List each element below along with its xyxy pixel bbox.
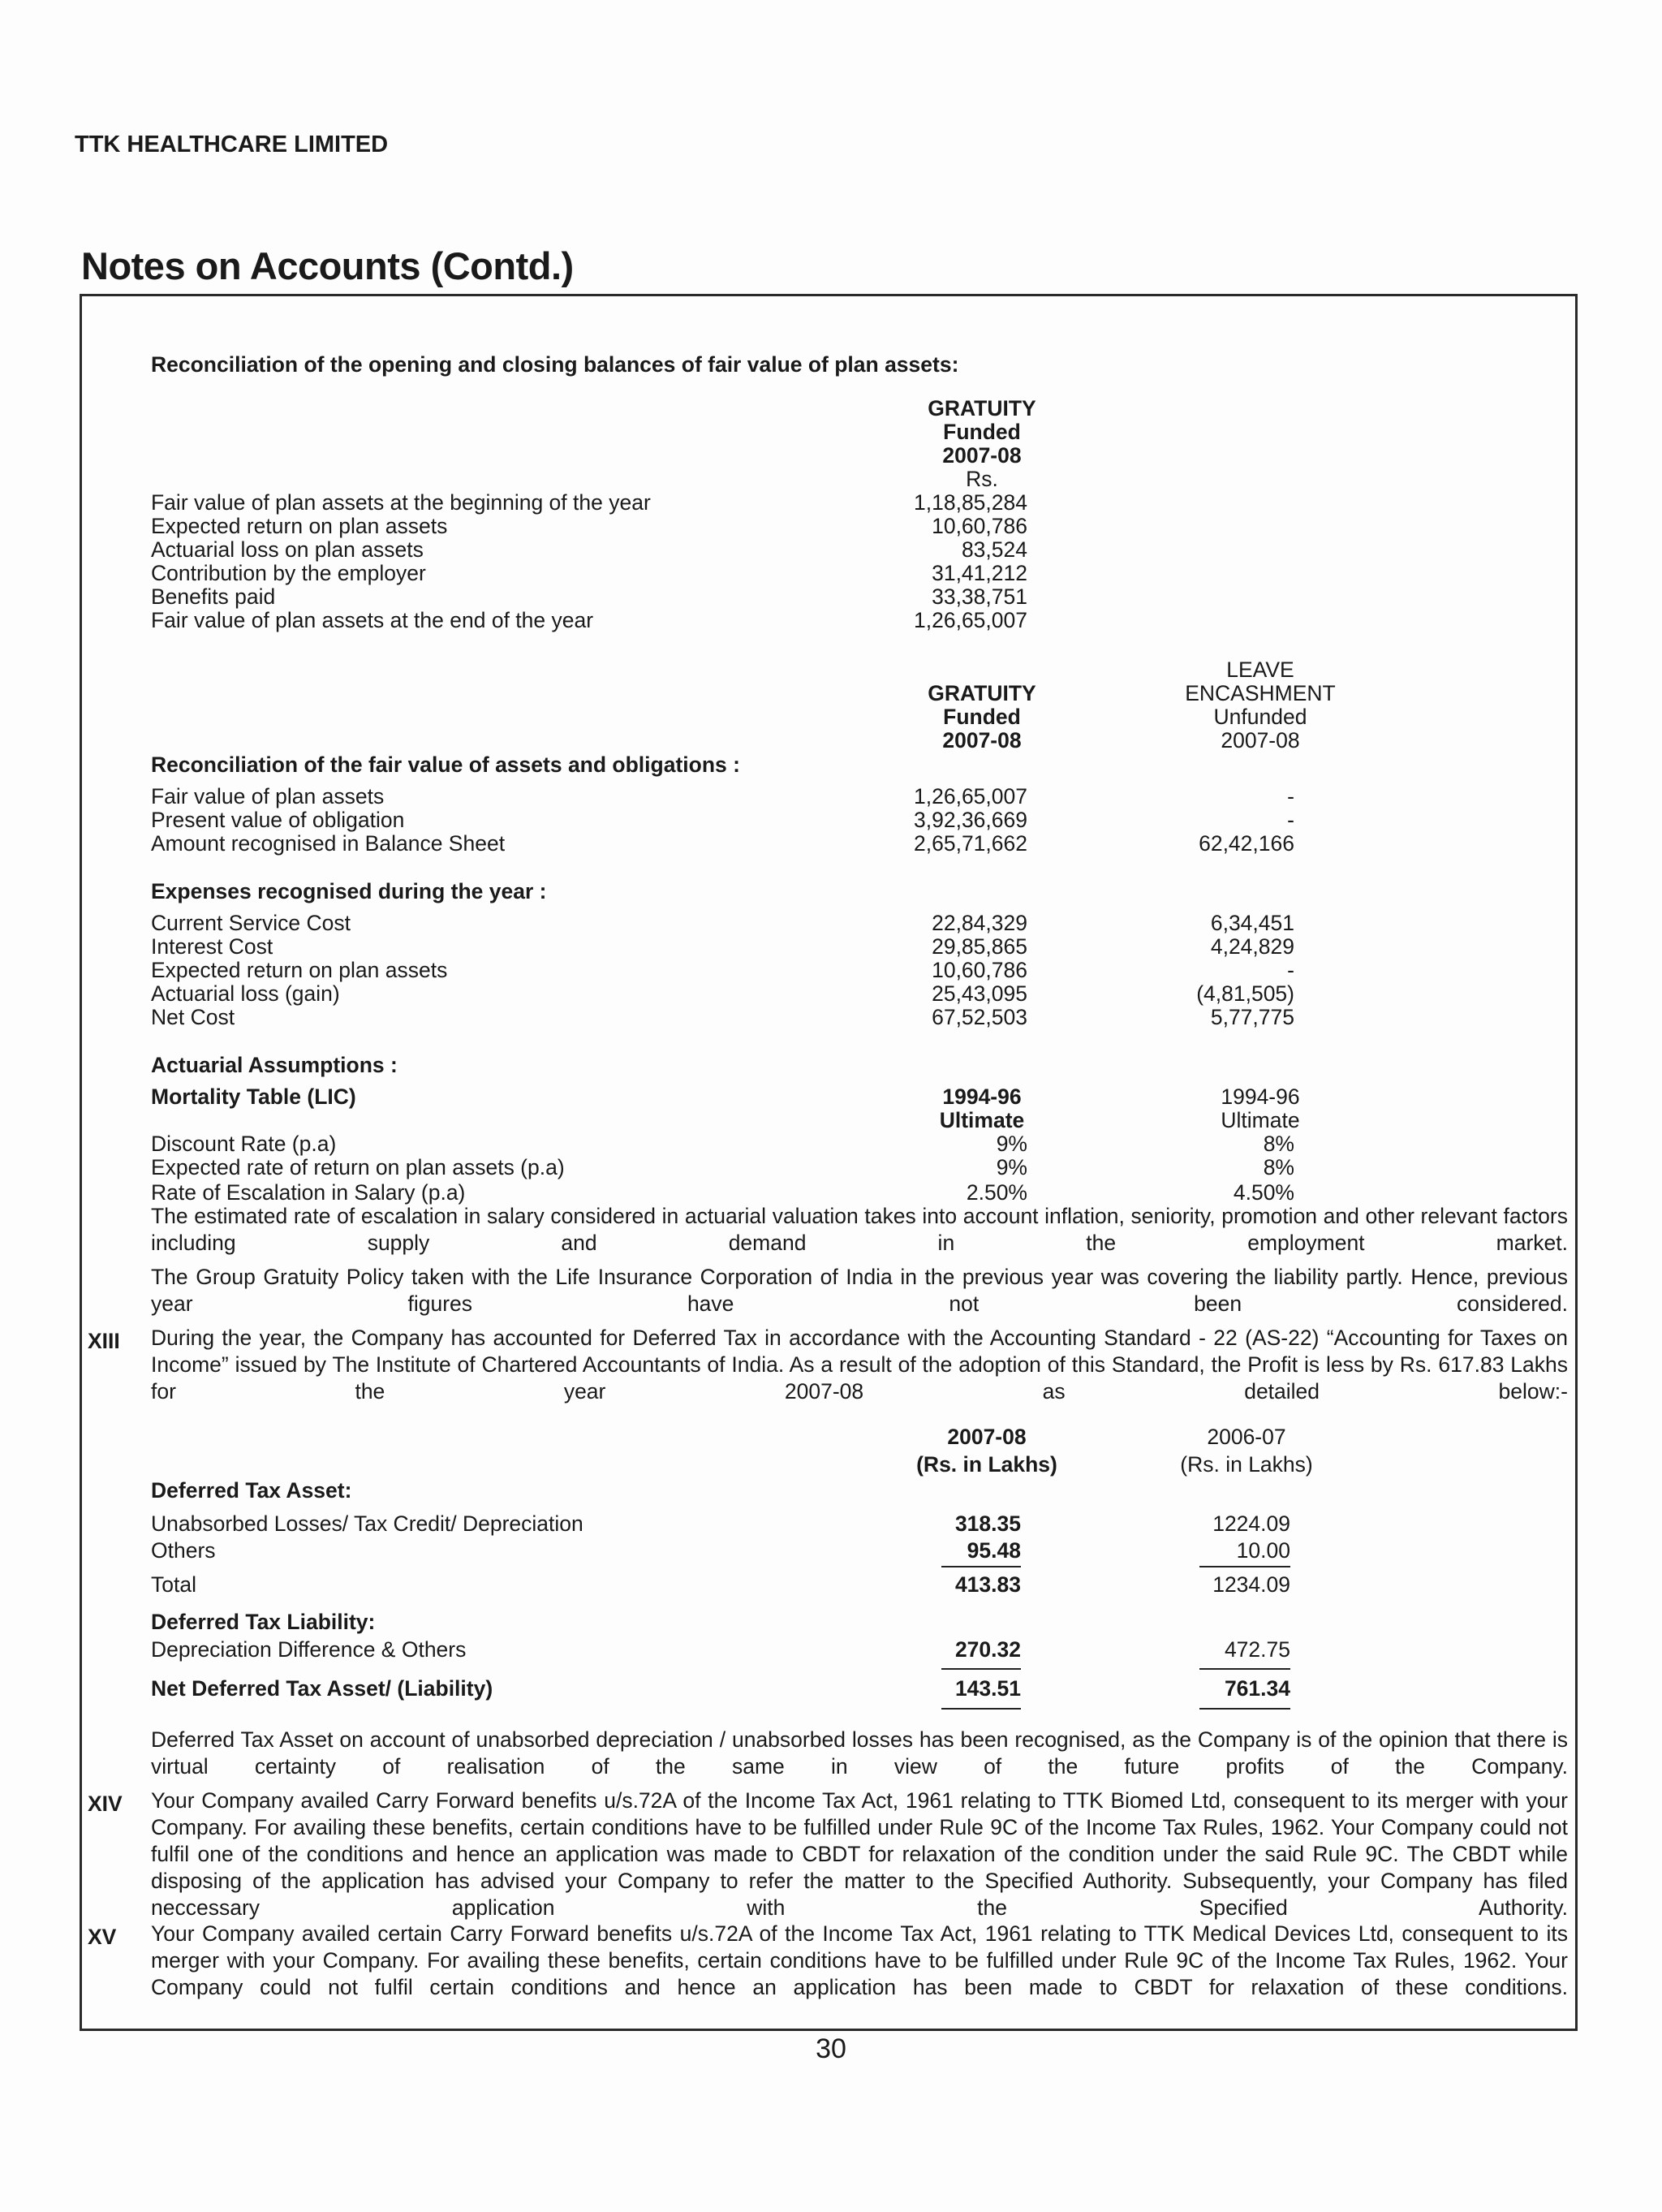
table-row-value: 22,84,329 xyxy=(932,911,1027,935)
table-row-value: 1224.09 xyxy=(1212,1511,1290,1536)
table-row-label: Contribution by the employer xyxy=(151,561,426,585)
company-name: TTK HEALTHCARE LIMITED xyxy=(75,132,389,157)
table-row-value: 2.50% xyxy=(966,1180,1027,1205)
table-row-value: 2,65,71,662 xyxy=(914,831,1027,856)
table-row-value: 1,18,85,284 xyxy=(914,490,1027,515)
table-row-label: Present value of obligation xyxy=(151,808,405,832)
table-row-value: 10,60,786 xyxy=(932,514,1027,538)
table-row-value: 31,41,212 xyxy=(932,561,1027,585)
table-row-value: (4,81,505) xyxy=(1196,981,1294,1006)
col-header-funded: Funded xyxy=(943,420,1021,444)
table-row-label: Fair value of plan assets at the beginning of the year xyxy=(151,490,651,515)
deferred-tax-asset-heading: Deferred Tax Asset: xyxy=(151,1478,352,1503)
note-number-xiii: XIII xyxy=(88,1329,120,1353)
table-row-value: 1,26,65,007 xyxy=(914,784,1027,808)
plan-assets-heading: Reconciliation of the opening and closing balances of fair value of plan assets: xyxy=(151,352,959,377)
table-row-label: Benefits paid xyxy=(151,584,276,609)
dt-col1-year: 2007-08 xyxy=(947,1425,1027,1449)
table-row-value: 62,42,166 xyxy=(1199,831,1294,856)
gratuity-policy-note: The Group Gratuity Policy taken with the Life Insurance Corporation of India in the previous year was covering the liability partly. Hence, previous year figures have not been considered. xyxy=(151,1265,1568,1316)
table-row-label: Rate of Escalation in Salary (p.a) xyxy=(151,1180,466,1205)
col1-header-gratuity: GRATUITY xyxy=(928,681,1036,705)
table-row-value: 29,85,865 xyxy=(932,934,1027,959)
table-row-value: 8% xyxy=(1263,1132,1294,1156)
page-title: Notes on Accounts (Contd.) xyxy=(81,244,574,287)
col1-header-funded: Funded xyxy=(943,705,1021,729)
table-row-label: Unabsorbed Losses/ Tax Credit/ Depreciation xyxy=(151,1511,583,1536)
table-row-value: 10.00 xyxy=(1236,1538,1290,1563)
table-row-value: 67,52,503 xyxy=(932,1005,1027,1029)
sum-rule xyxy=(941,1708,1021,1710)
table-row-label: Others xyxy=(151,1538,216,1563)
sum-rule xyxy=(941,1668,1021,1670)
dt-col1-unit: (Rs. in Lakhs) xyxy=(916,1452,1057,1477)
dt-col2-year: 2006-07 xyxy=(1207,1425,1286,1449)
table-row-label: Actuarial loss on plan assets xyxy=(151,537,424,562)
table-row-value: 472.75 xyxy=(1224,1637,1290,1662)
col1-header-year: 2007-08 xyxy=(942,728,1022,752)
table-row-value: 9% xyxy=(996,1155,1027,1179)
sum-rule xyxy=(1199,1668,1290,1670)
table-row-label: Expected return on plan assets xyxy=(151,514,448,538)
col2-header-encashment: ENCASHMENT xyxy=(1185,681,1336,705)
note-number-xiv: XIV xyxy=(88,1792,123,1816)
table-row-value: 25,43,095 xyxy=(932,981,1027,1006)
note-xv-text: Your Company availed certain Carry Forward benefits u/s.72A of the Income Tax Act, 1961 relating to TTK Medical Devices Ltd, consequent to its merger with your Company. For availing these benefits, certain conditions have to be fulfilled under Rule 9C of the Income Tax Rules, 1962. Your Company could not fulfil certain conditions and hence an application has been made to CBDT for relaxation of these conditions. xyxy=(151,1921,1568,1999)
mortality-v2a: 1994-96 xyxy=(1221,1084,1300,1109)
table-row-value: 5,77,775 xyxy=(1210,1005,1294,1029)
table-row-value: 4,24,829 xyxy=(1210,934,1294,959)
table-row-value: 1,26,65,007 xyxy=(914,608,1027,632)
table-row-value: - xyxy=(1287,784,1294,808)
mortality-v2b: Ultimate xyxy=(1221,1108,1300,1132)
expenses-heading: Expenses recognised during the year : xyxy=(151,879,547,903)
table-row-value: - xyxy=(1287,808,1294,832)
table-row-label: Amount recognised in Balance Sheet xyxy=(151,831,506,856)
reconciliation-heading: Reconciliation of the fair value of assets and obligations : xyxy=(151,752,740,777)
table-row-value: - xyxy=(1287,958,1294,982)
net-value-1: 143.51 xyxy=(954,1676,1021,1701)
col-header-gratuity: GRATUITY xyxy=(928,396,1036,420)
table-row-label: Depreciation Difference & Others xyxy=(151,1637,467,1662)
table-row-value: 318.35 xyxy=(954,1511,1021,1536)
escalation-note: The estimated rate of escalation in salary considered in actuarial valuation takes into account inflation, seniority, promotion and other relevant factors including supply and demand in the employment market. xyxy=(151,1204,1568,1255)
assumptions-heading: Actuarial Assumptions : xyxy=(151,1053,398,1077)
note-xiv-text: Your Company availed Carry Forward benefits u/s.72A of the Income Tax Act, 1961 relating to TTK Biomed Ltd, consequent to its merger with your Company. For availing these benefits, certain conditions have to be fulfilled under Rule 9C of the Income Tax Rules, 1962. Your Company could not fulfil one of the conditions and hence an application was made to CBDT for relaxation of the condition under the said Rule 9C. The CBDT while disposing of the application has advised your Company to refer the matter to the Specified Authority. Subsequently, your Company has filed neccessary application with the Specified Authority. xyxy=(151,1788,1568,1920)
mortality-label: Mortality Table (LIC) xyxy=(151,1084,356,1109)
table-row-value: 9% xyxy=(996,1132,1027,1156)
table-row-value: 270.32 xyxy=(954,1637,1021,1662)
table-row-label: Actuarial loss (gain) xyxy=(151,981,340,1006)
deferred-tax-intro: During the year, the Company has accounted for Deferred Tax in accordance with the Accounting Standard - 22 (AS-22) “Accounting for Taxes on Income” issued by The Institute of Chartered Accountants of India. As a result of the adoption of this Standard, the Profit is less by Rs. 617.83 Lakhs for the year 2007-08 as detailed below:- xyxy=(151,1326,1568,1404)
col-header-year: 2007-08 xyxy=(942,443,1022,468)
table-row-label: Expected return on plan assets xyxy=(151,958,448,982)
table-row-label: Net Cost xyxy=(151,1005,235,1029)
table-row-label: Expected rate of return on plan assets (p.a) xyxy=(151,1155,565,1179)
table-row-value: 95.48 xyxy=(967,1538,1021,1563)
net-value-2: 761.34 xyxy=(1224,1676,1290,1701)
sum-rule xyxy=(941,1566,1021,1567)
table-row-label: Interest Cost xyxy=(151,934,273,959)
dt-col2-unit: (Rs. in Lakhs) xyxy=(1180,1452,1313,1477)
total-label: Total xyxy=(151,1572,196,1597)
table-row-value: 6,34,451 xyxy=(1210,911,1294,935)
table-row-value: 10,60,786 xyxy=(932,958,1027,982)
col2-header-leave: LEAVE xyxy=(1226,658,1294,682)
table-row-value: 3,92,36,669 xyxy=(914,808,1027,832)
table-row-label: Discount Rate (p.a) xyxy=(151,1132,337,1156)
col2-header-year: 2007-08 xyxy=(1221,728,1300,752)
total-value-1: 413.83 xyxy=(954,1572,1021,1597)
deferred-tax-note: Deferred Tax Asset on account of unabsorbed depreciation / unabsorbed losses has been recognised, as the Company is of the opinion that there is virtual certainty of realisation of the same in view of the future profits of the Company. xyxy=(151,1727,1568,1779)
table-row-value: 83,524 xyxy=(961,537,1027,562)
total-value-2: 1234.09 xyxy=(1212,1572,1290,1597)
sum-rule xyxy=(1199,1566,1290,1567)
col2-header-unfunded: Unfunded xyxy=(1213,705,1307,729)
sum-rule xyxy=(1199,1708,1290,1710)
note-number-xv: XV xyxy=(88,1925,117,1949)
table-row-value: 33,38,751 xyxy=(932,584,1027,609)
deferred-tax-liability-heading: Deferred Tax Liability: xyxy=(151,1610,376,1634)
table-row-label: Fair value of plan assets at the end of the year xyxy=(151,608,594,632)
table-row-label: Fair value of plan assets xyxy=(151,784,385,808)
col-header-unit: Rs. xyxy=(966,467,998,491)
page-number: 30 xyxy=(816,2033,846,2064)
table-row-value: 4.50% xyxy=(1233,1180,1294,1205)
table-row-value: 8% xyxy=(1263,1155,1294,1179)
table-row-label: Current Service Cost xyxy=(151,911,351,935)
mortality-v1a: 1994-96 xyxy=(942,1084,1022,1109)
net-label: Net Deferred Tax Asset/ (Liability) xyxy=(151,1676,493,1701)
mortality-v1b: Ultimate xyxy=(939,1108,1025,1132)
